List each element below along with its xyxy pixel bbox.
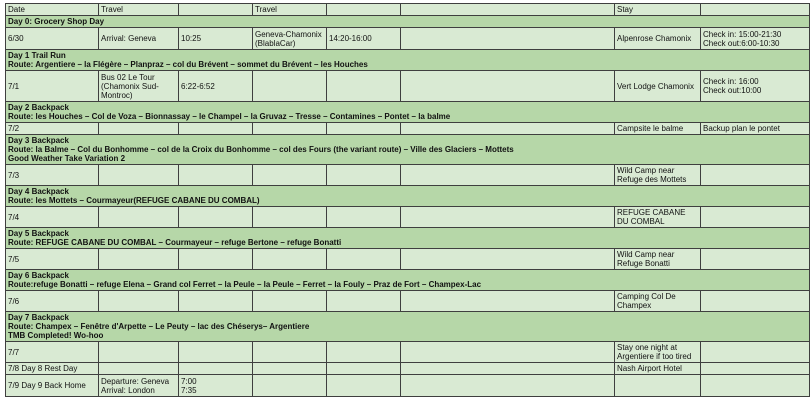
header-cell-stay[interactable]: Stay	[615, 4, 701, 16]
header-cell-travel-2[interactable]: Travel	[253, 4, 327, 16]
stage-line: Route: REFUGE CABANE DU COMBAL – Courmayeur – refuge Bertone – refuge Bonatti	[8, 238, 342, 247]
table-cell[interactable]	[253, 291, 327, 312]
table-cell[interactable]	[253, 363, 327, 375]
table-cell[interactable]	[327, 291, 401, 312]
table-cell[interactable]	[401, 71, 615, 102]
table-cell[interactable]	[401, 342, 615, 363]
table-cell[interactable]: Nash Airport Hotel	[615, 363, 701, 375]
itinerary-table-body	[6, 4, 810, 397]
table-cell[interactable]: 7/5	[6, 249, 99, 270]
table-cell[interactable]	[327, 165, 401, 186]
table-row	[6, 291, 810, 312]
stage-line: Day 7 Backpack	[8, 313, 69, 322]
table-cell[interactable]	[401, 207, 615, 228]
stage-line: Day 5 Backpack	[8, 229, 69, 238]
table-cell[interactable]	[179, 165, 253, 186]
table-cell[interactable]	[401, 375, 615, 397]
table-cell[interactable]	[179, 249, 253, 270]
table-cell[interactable]	[179, 342, 253, 363]
table-cell[interactable]	[179, 207, 253, 228]
stage-row	[6, 270, 810, 291]
table-cell[interactable]	[701, 375, 810, 397]
table-cell[interactable]: Backup plan le pontet	[701, 123, 810, 135]
stage-cell[interactable]	[6, 228, 810, 249]
table-cell[interactable]: 7/9 Day 9 Back Home	[6, 375, 99, 397]
table-cell[interactable]	[701, 207, 810, 228]
stage-row	[6, 102, 810, 123]
table-cell[interactable]	[253, 249, 327, 270]
stage-line: Route: la Balme – Col du Bonhomme – col de la Croix du Bonhomme – col des Fours (the variant route) – Ville des Glaciers – Mottets	[8, 145, 514, 154]
stage-row	[6, 312, 810, 342]
stage-line: Day 2 Backpack	[8, 103, 69, 112]
table-cell[interactable]: Stay one night at Argentiere if too tired	[615, 342, 701, 363]
header-cell-date[interactable]: Date	[6, 4, 99, 16]
table-cell[interactable]	[253, 123, 327, 135]
table-row	[6, 123, 810, 135]
table-cell[interactable]: Vert Lodge Chamonix	[615, 71, 701, 102]
table-cell[interactable]: 7/4	[6, 207, 99, 228]
table-cell[interactable]	[253, 165, 327, 186]
table-cell[interactable]	[99, 165, 179, 186]
stage-cell[interactable]	[6, 135, 810, 165]
table-row	[6, 71, 810, 102]
stage-line: Route:refuge Bonatti – refuge Elena – Grand col Ferret – la Peule – la Peule – Ferret – la Fouly – Praz de Fort – Champex-Lac	[8, 280, 482, 289]
table-cell[interactable]: 7/1	[6, 71, 99, 102]
stage-line: Day 4 Backpack	[8, 187, 69, 196]
table-cell[interactable]: 14:20-16:00	[327, 28, 401, 50]
stage-line: Route: les Mottets – Courmayeur(REFUGE CABANE DU COMBAL)	[8, 196, 260, 205]
table-cell[interactable]	[401, 28, 615, 50]
stage-line: Day 1 Trail Run	[8, 51, 66, 60]
stage-cell[interactable]	[6, 186, 810, 207]
table-cell[interactable]: Alpenrose Chamonix	[615, 28, 701, 50]
table-cell[interactable]	[253, 71, 327, 102]
table-cell[interactable]	[99, 342, 179, 363]
table-cell[interactable]	[253, 342, 327, 363]
table-cell[interactable]	[179, 291, 253, 312]
table-cell[interactable]: 7/8 Day 8 Rest Day	[6, 363, 99, 375]
stage-cell[interactable]	[6, 102, 810, 123]
table-cell[interactable]	[99, 207, 179, 228]
stage-line: TMB Completed! Wo-hoo	[8, 331, 104, 340]
stage-cell[interactable]	[6, 16, 810, 28]
table-cell[interactable]	[327, 363, 401, 375]
table-cell[interactable]: 7/2	[6, 123, 99, 135]
table-row	[6, 207, 810, 228]
itinerary-spreadsheet	[5, 3, 782, 397]
table-cell[interactable]	[401, 249, 615, 270]
table-cell[interactable]	[615, 375, 701, 397]
table-cell[interactable]	[401, 291, 615, 312]
table-cell[interactable]: 7/7	[6, 342, 99, 363]
table-cell[interactable]: Check in: 16:00 Check out:10:00	[701, 71, 810, 102]
table-cell[interactable]	[327, 342, 401, 363]
stage-line: Day 6 Backpack	[8, 271, 69, 280]
table-cell[interactable]	[701, 342, 810, 363]
table-cell[interactable]: Departure: Geneva Arrival: London	[99, 375, 179, 397]
table-cell[interactable]: 6:22-6:52	[179, 71, 253, 102]
table-cell[interactable]: REFUGE CABANE DU COMBAL	[615, 207, 701, 228]
table-cell[interactable]	[701, 249, 810, 270]
stage-cell[interactable]	[6, 312, 810, 342]
table-cell[interactable]: 7:00 7:35	[179, 375, 253, 397]
table-cell[interactable]	[327, 207, 401, 228]
table-cell[interactable]	[99, 249, 179, 270]
table-cell[interactable]	[327, 375, 401, 397]
table-cell[interactable]	[327, 123, 401, 135]
stage-row	[6, 135, 810, 165]
table-cell[interactable]: Wild Camp near Refuge des Mottets	[615, 165, 701, 186]
table-cell[interactable]	[179, 363, 253, 375]
table-row	[6, 342, 810, 363]
table-cell[interactable]: Bus 02 Le Tour (Chamonix Sud- Montroc)	[99, 71, 179, 102]
stage-line: Route: Argentiere – la Flégère – Planpraz – col du Brévent – sommet du Brévent – les Houches	[8, 60, 368, 69]
table-cell[interactable]	[253, 207, 327, 228]
table-cell[interactable]: 10:25	[179, 28, 253, 50]
header-row	[6, 4, 810, 16]
table-cell[interactable]	[179, 123, 253, 135]
stage-line: Route: Champex – Fenêtre d'Arpette – Le Peuty – lac des Chéserys– Argentiere	[8, 322, 310, 331]
header-cell-travel[interactable]: Travel	[99, 4, 179, 16]
table-row	[6, 249, 810, 270]
table-cell[interactable]: Camping Col De Champex	[615, 291, 701, 312]
table-row	[6, 375, 810, 397]
table-cell[interactable]	[253, 375, 327, 397]
table-cell[interactable]	[327, 249, 401, 270]
stage-line: Route: les Houches – Col de Voza – Bionnassay – le Champel – la Gruvaz – Tresse – Contamines – Pontet – la balme	[8, 112, 451, 121]
table-row	[6, 165, 810, 186]
header-cell-8[interactable]	[701, 4, 810, 16]
table-cell[interactable]: Check in: 15:00-21:30 Check out:6:00-10:30	[701, 28, 810, 50]
table-cell[interactable]: Geneva-Chamonix (BlablaCar)	[253, 28, 327, 50]
stage-cell[interactable]	[6, 50, 810, 71]
table-cell[interactable]: Wild Camp near Refuge Bonatti	[615, 249, 701, 270]
table-cell[interactable]	[401, 363, 615, 375]
table-cell[interactable]	[701, 363, 810, 375]
table-cell[interactable]: Arrival: Geneva	[99, 28, 179, 50]
table-cell[interactable]	[327, 71, 401, 102]
table-cell[interactable]: 7/3	[6, 165, 99, 186]
table-cell[interactable]: Campsite le balme	[615, 123, 701, 135]
table-cell[interactable]: 7/6	[6, 291, 99, 312]
header-cell-6[interactable]	[401, 4, 615, 16]
table-cell[interactable]	[701, 291, 810, 312]
table-cell[interactable]	[401, 123, 615, 135]
itinerary-table	[5, 3, 810, 397]
table-cell[interactable]	[701, 165, 810, 186]
table-cell[interactable]	[99, 291, 179, 312]
stage-line: Day 3 Backpack	[8, 136, 69, 145]
stage-row	[6, 50, 810, 71]
table-row	[6, 363, 810, 375]
stage-line: Day 0: Grocery Shop Day	[8, 17, 105, 26]
stage-row	[6, 16, 810, 28]
stage-row	[6, 228, 810, 249]
stage-line: Good Weather Take Variation 2	[8, 154, 126, 163]
stage-row	[6, 186, 810, 207]
stage-cell[interactable]	[6, 270, 810, 291]
table-cell[interactable]	[99, 123, 179, 135]
header-cell-5[interactable]	[327, 4, 401, 16]
table-cell[interactable]	[99, 363, 179, 375]
table-cell[interactable]	[401, 165, 615, 186]
header-cell-3[interactable]	[179, 4, 253, 16]
table-cell[interactable]: 6/30	[6, 28, 99, 50]
table-row	[6, 28, 810, 50]
